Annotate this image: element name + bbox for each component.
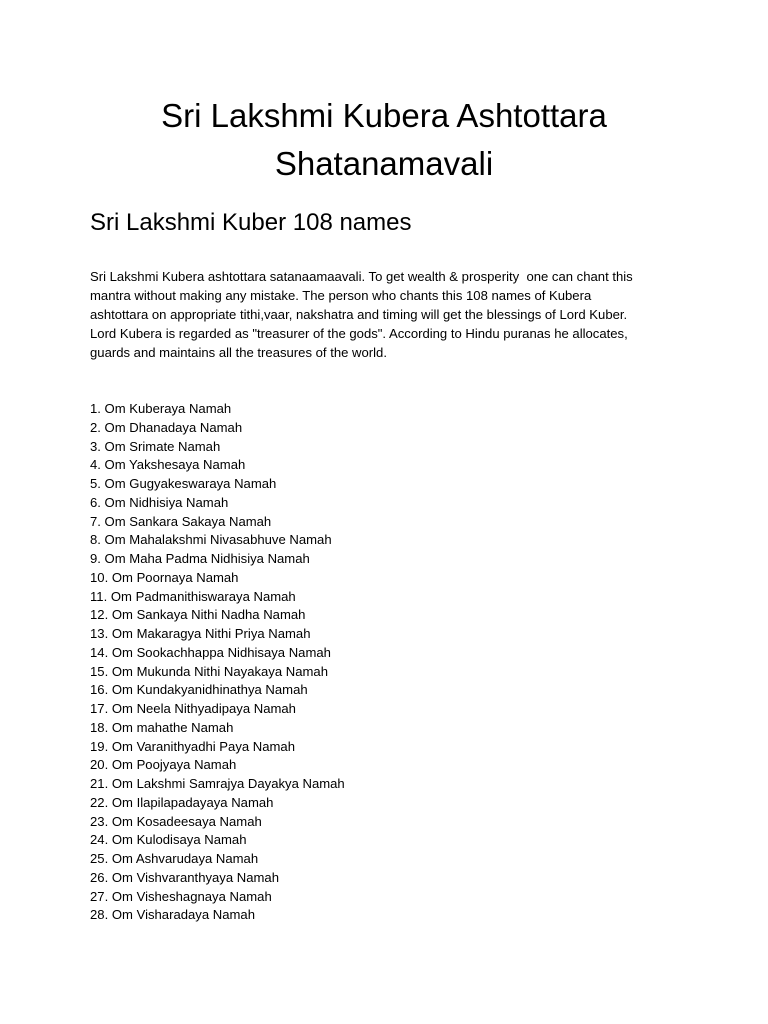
name-list-item: 1. Om Kuberaya Namah xyxy=(90,401,232,416)
name-list-item: 3. Om Srimate Namah xyxy=(90,438,221,454)
document-subtitle: Sri Lakshmi Kuber 108 names xyxy=(90,209,412,236)
name-list-item: 11. Om Padmanithiswaraya Namah xyxy=(90,588,296,604)
name-list-item: 26. Om Vishvaranthyaya Namah xyxy=(90,869,279,885)
name-list-item: 21. Om Lakshmi Samrajya Dayakya Namah xyxy=(90,776,345,791)
document-title xyxy=(100,92,668,188)
intro-line: guards and maintains all the treasures of the world. xyxy=(90,345,387,360)
intro-paragraph xyxy=(90,267,690,362)
name-list-item: 27. Om Visheshagnaya Namah xyxy=(90,888,272,904)
names-list xyxy=(90,400,345,925)
name-list-item: 13. Om Makaragya Nithi Priya Namah xyxy=(90,626,311,641)
document-title-line-1: Sri Lakshmi Kubera Ashtottara xyxy=(161,97,607,134)
intro-line: mantra without making any mistake. The person who chants this 108 names of Kubera xyxy=(90,288,592,303)
name-list-item: 5. Om Gugyakeswaraya Namah xyxy=(90,476,277,491)
name-list-item: 19. Om Varanithyadhi Paya Namah xyxy=(90,738,295,754)
name-list-item: 2. Om Dhanadaya Namah xyxy=(90,419,243,435)
name-list-item: 22. Om Ilapilapadayaya Namah xyxy=(90,794,274,810)
name-list-item: 25. Om Ashvarudaya Namah xyxy=(90,851,259,866)
name-list-item: 24. Om Kulodisaya Namah xyxy=(90,832,247,848)
name-list-item: 7. Om Sankara Sakaya Namah xyxy=(90,513,272,529)
name-list-item: 15. Om Mukunda Nithi Nayakaya Namah xyxy=(90,663,328,679)
name-list-item: 14. Om Sookachhappa Nidhisaya Namah xyxy=(90,644,331,660)
name-list-item: 10. Om Poornaya Namah xyxy=(90,569,239,585)
name-list-item: 12. Om Sankaya Nithi Nadha Namah xyxy=(90,607,306,623)
name-list-item: 6. Om Nidhisiya Namah xyxy=(90,494,229,510)
intro-line: Lord Kubera is regarded as "treasurer of the gods". According to Hindu puranas he allocates, xyxy=(90,326,628,341)
document-title-line-2: Shatanamavali xyxy=(274,145,494,182)
name-list-item: 20. Om Poojyaya Namah xyxy=(90,757,237,773)
name-list-item: 17. Om Neela Nithyadipaya Namah xyxy=(90,701,296,716)
name-list-item: 28. Om Visharadaya Namah xyxy=(90,907,255,923)
name-list-item: 18. Om mahathe Namah xyxy=(90,719,234,735)
name-list-item: 8. Om Mahalakshmi Nivasabhuve Namah xyxy=(90,532,332,548)
name-list-item: 16. Om Kundakyanidhinathya Namah xyxy=(90,682,308,698)
intro-line: ashtottara on appropriate tithi,vaar, nakshatra and timing will get the blessings of Lord Kuber. xyxy=(90,307,628,322)
name-list-item: 23. Om Kosadeesaya Namah xyxy=(90,813,262,829)
name-list-item: 9. Om Maha Padma Nidhisiya Namah xyxy=(90,551,310,566)
intro-line: Sri Lakshmi Kubera ashtottara satanaamaavali. To get wealth & prosperity one can chant this xyxy=(90,269,633,284)
name-list-item: 4. Om Yakshesaya Namah xyxy=(90,457,246,473)
